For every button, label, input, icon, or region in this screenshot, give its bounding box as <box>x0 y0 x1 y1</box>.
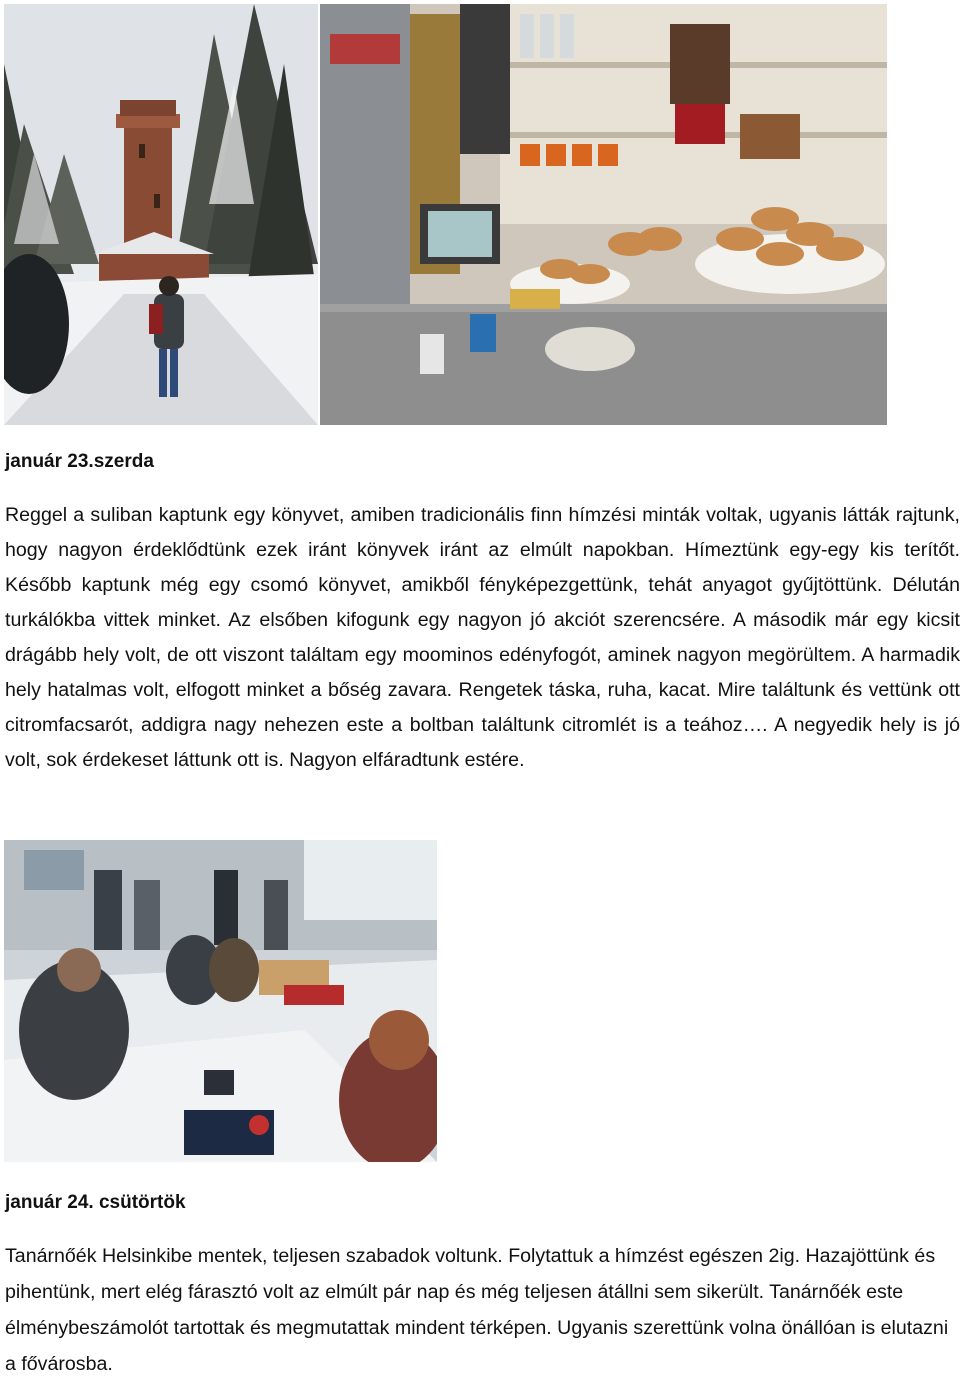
entry-date-heading: január 23.szerda <box>5 451 154 472</box>
entry-date-heading: január 24. csütörtök <box>5 1192 186 1213</box>
entry-paragraph: Reggel a suliban kaptunk egy könyvet, amiben tradicionális finn hímzési minták voltak, ugyanis látták rajtunk, hogy nagyon érdeklődtünk ezek iránt könyvek iránt az elmúlt napokban. Hímeztünk egy-egy kis terítőt. Később kaptunk még egy csomó könyvet, amikből fényképezgettünk, tehát anyagot gyűjtöttünk. Délután turkálókba vittek minket. Az elsőben kifogunk egy nagyon jó akciót szerencsére. A második már egy kicsit drágább hely volt, de ott viszont találtam egy moominos edényfogót, aminek nagyon megörültem. A harmadik hely hatalmas volt, elfogott minket a bőség zavara. Rengetek táska, ruha, kacat. Mire találtunk és vettünk ott citromfacsarót, addigra nagy nehezen este a boltban találtunk citromlét is a teához…. A negyedik hely is jó volt, sok érdekeset láttunk ott is. Nagyon elfáradtunk estére. <box>5 504 960 771</box>
entry-paragraph: Tanárnőék Helsinkibe mentek, teljesen szabadok voltunk. Folytattuk a hímzést egészen 2ig. Hazajöttünk és pihentünk, mert elég fárasztó volt az elmúlt pár nap és még teljesen átállni sem sikerült. Tanárnőék este élménybeszámolót tartottak és megmutattak mindent térképen. Ugyanis szerettünk volna önállóan is elutazni a fővárosba. <box>5 1245 949 1375</box>
photo-cafe-counter <box>320 4 887 425</box>
photo-snowy-tower <box>4 4 318 425</box>
photo-embroidery-class <box>4 840 437 1162</box>
cafe-counter-image <box>320 4 887 425</box>
embroidery-class-image <box>4 840 437 1162</box>
snowy-tower-image <box>4 4 318 425</box>
